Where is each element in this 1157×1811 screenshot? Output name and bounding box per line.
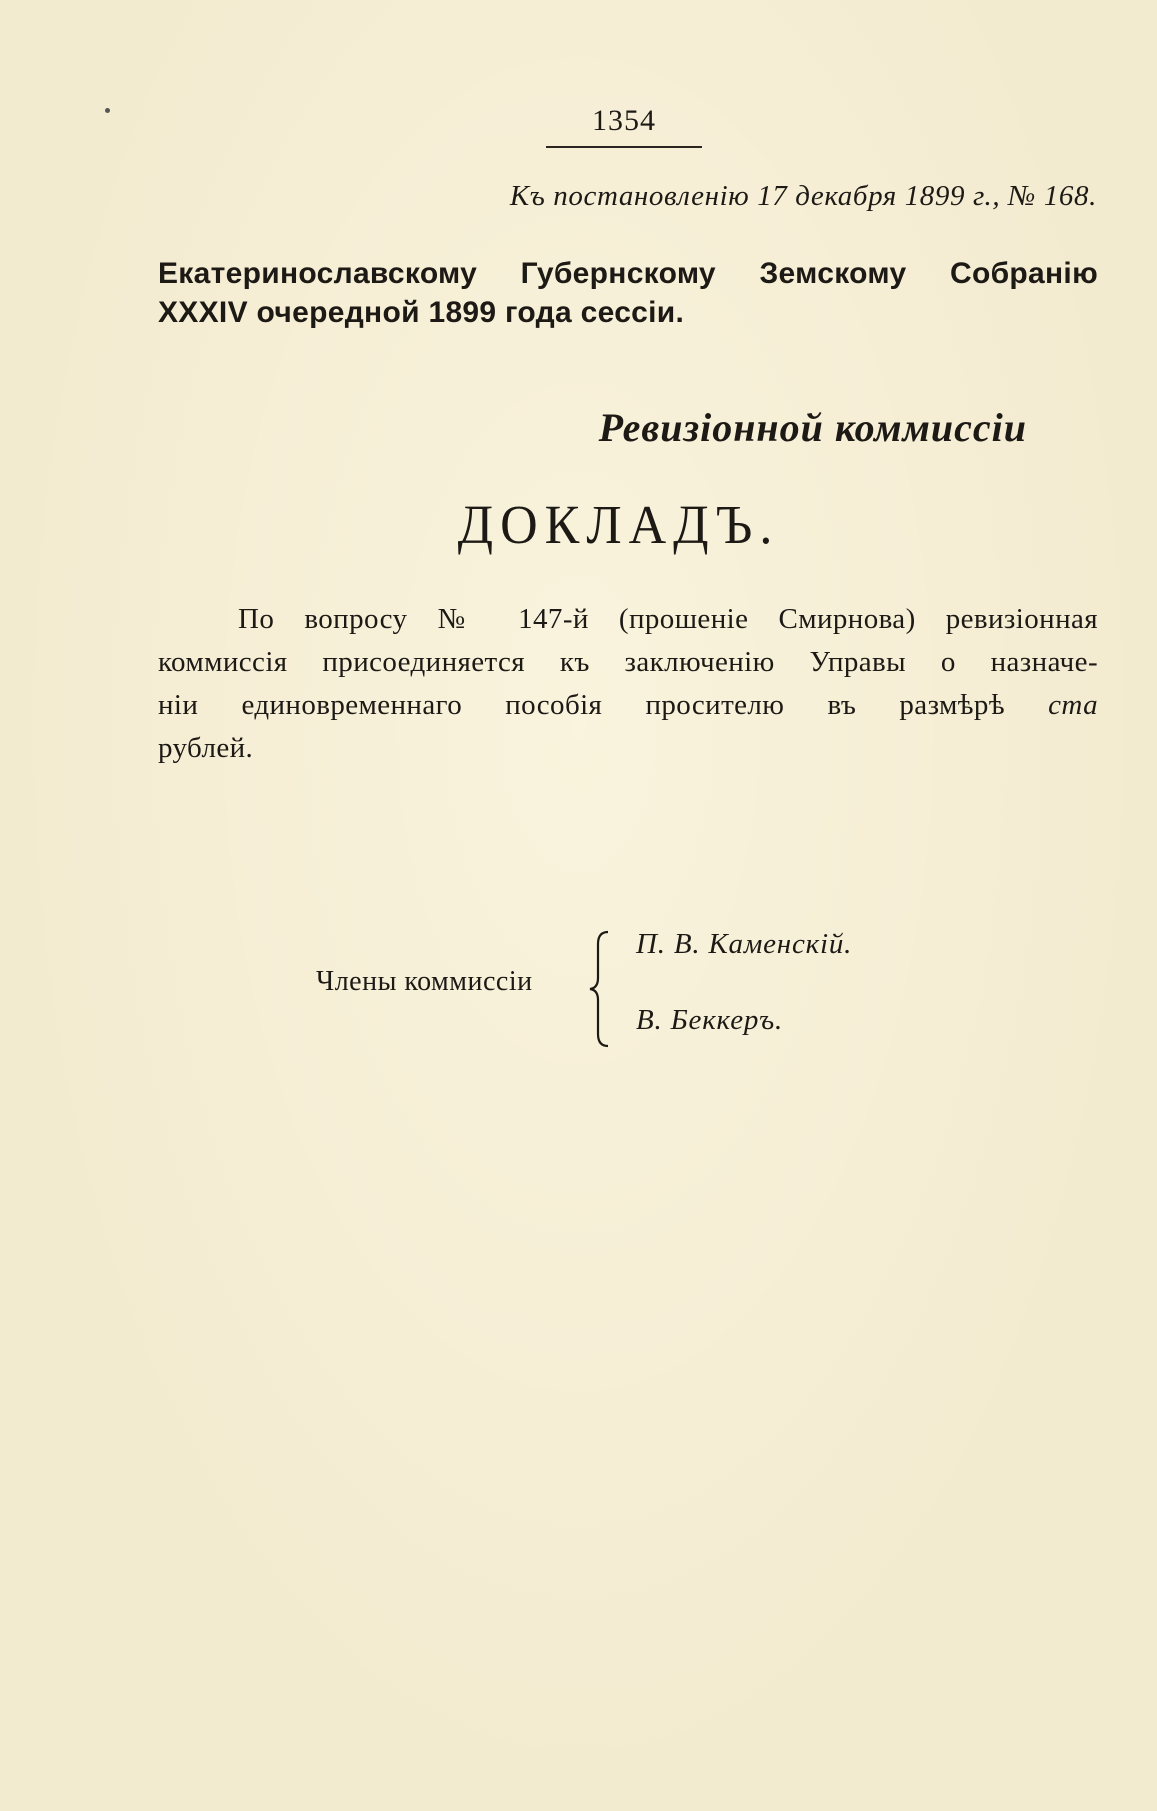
body-line-3-italic: ста [1048,689,1098,721]
brace-icon [586,930,616,1048]
page-number: 1354 [592,104,656,137]
member-signature: В. Беккеръ. [636,1004,784,1036]
heading-line-1: Екатеринославскому Губернскому Земскому Собранію [158,257,1098,290]
body-line-2: коммиссія присоединяется къ заключенію Управы о назначе- [158,646,1098,678]
body-line-4: рублей. [158,732,254,764]
commission-title: Ревизіонной коммиссіи [598,405,1027,450]
body-line-3 [158,684,1098,727]
heading-line-2: XXXIV очередной 1899 года сессіи. [158,296,685,329]
page-number-rule [546,146,702,148]
report-title-text: ДОКЛАДЪ. [457,495,780,556]
page-speck [105,108,110,113]
member-signature: П. В. Каменскій. [636,928,853,960]
report-body [158,598,1098,770]
members-label: Члены коммиссіи [316,966,533,997]
body-line-3-text: ніи единовременнаго пособія просителю въ размѣрѣ [158,689,1005,721]
report-title [0,496,1157,555]
body-line-1: По вопросу № 147-й (прошеніе Смирнова) ревизіонная [238,603,1098,635]
document-heading [158,254,1098,332]
resolution-reference: Къ постановленію 17 декабря 1899 г., № 168. [509,180,1097,212]
